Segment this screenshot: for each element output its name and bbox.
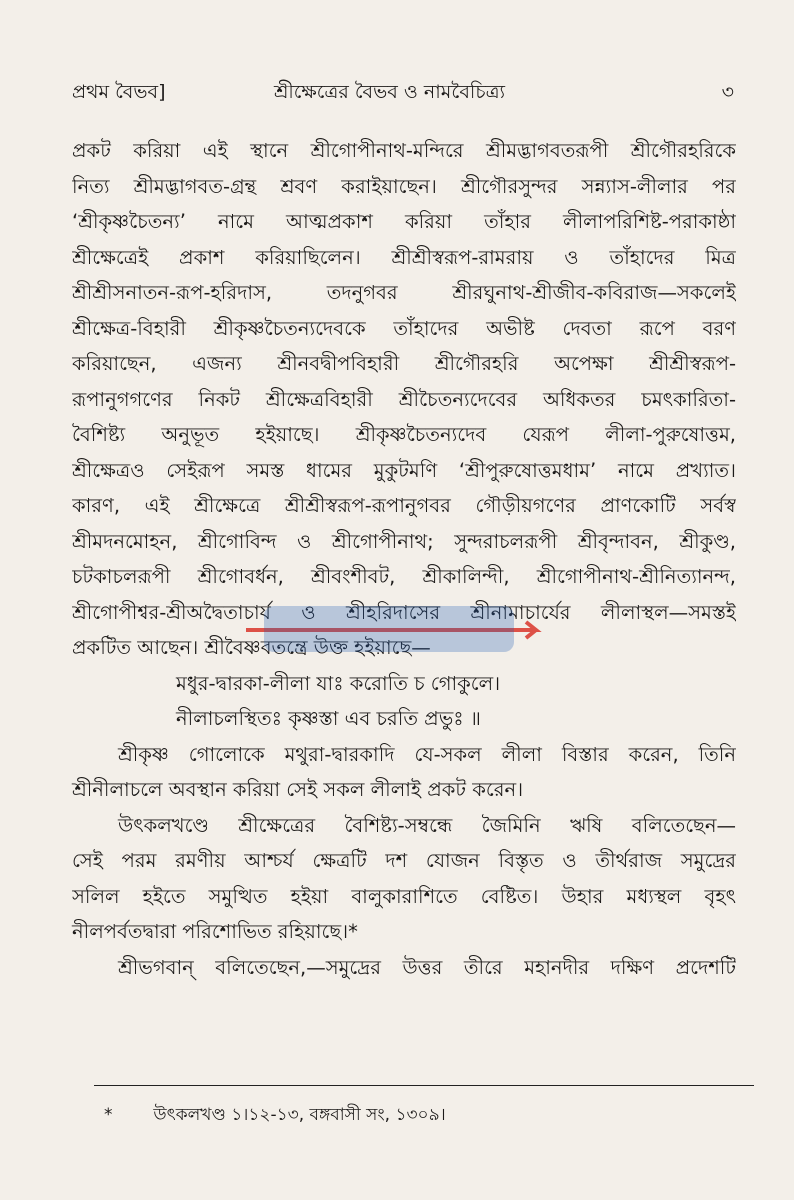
body-line: রূপানুগগণের নিকট শ্রীক্ষেত্রবিহারী শ্রীচৈতন্যদেবের অধিকতর চমৎকারিতা- (72, 387, 736, 411)
header-chapter: প্রথম বৈভব] (72, 81, 166, 103)
body-line: শ্রীক্ষেত্রও সেইরূপ সমস্ত ধামের মুকুটমণি ‘শ্রীপুরুষোত্তমধাম’ নামে প্রখ্যাত। (72, 458, 736, 482)
body-text (72, 133, 736, 985)
footnote-mark: * (104, 1105, 113, 1125)
body-line: চটকাচলরূপী শ্রীগোবর্ধন, শ্রীবংশীবট, শ্রীকালিন্দী, শ্রীগোপীনাথ-শ্রীনিত্যানন্দ, (72, 565, 736, 588)
footnote (104, 1102, 446, 1130)
body-line: করিয়াছেন, এজন্য শ্রীনবদ্বীপবিহারী শ্রীগৌরহরি অপেক্ষা শ্রীশ্রীস্বরূপ- (72, 352, 736, 375)
header-title: শ্রীক্ষেত্রের বৈভব ও নামবৈচিত্র্য (274, 81, 506, 103)
footnote-rule (94, 1085, 754, 1086)
body-line: শ্রীক্ষেত্র-বিহারী শ্রীকৃষ্ণচৈতন্যদেবকে তাঁহাদের অভীষ্ট দেবতা রূপে বরণ (72, 316, 736, 340)
watermark-logo (236, 596, 556, 666)
body-line: বৈশিষ্ট্য অনুভূত হইয়াছে। শ্রীকৃষ্ণচৈতন্যদেব যেরূপ লীলা-পুরুষোত্তম, (72, 423, 736, 446)
body-line: ‘শ্রীকৃষ্ণচৈতন্য’ নামে আত্মপ্রকাশ করিয়া তাঁহার লীলাপরিশিষ্ট-পরাকাষ্ঠা (72, 210, 736, 233)
body-line: শ্রীভগবান্ বলিতেছেন,—সমুদ্রের উত্তর তীরে মহানদীর দক্ষিণ প্রদেশটি (118, 955, 736, 979)
body-line: সলিল হইতে সমুত্থিত হইয়া বালুকারাশিতে বেষ্টিত। উহার মধ্যস্থল বৃহৎ (72, 884, 736, 908)
body-line: শ্রীকৃষ্ণ গোলোকে মথুরা-দ্বারকাদি যে-সকল লীলা বিস্তার করেন, তিনি (118, 742, 736, 766)
body-line: নীলপর্বতদ্বারা পরিশোভিত রহিয়াছে।* (72, 920, 358, 943)
body-line: শ্রীনীলাচলে অবস্থান করিয়া সেই সকল লীলাই প্রকট করেন। (72, 778, 524, 801)
body-line: উৎকলখণ্ডে শ্রীক্ষেত্রের বৈশিষ্ট্য-সম্বন্ধে জৈমিনি ঋষি বলিতেছেন— (118, 813, 736, 837)
watermark-block (264, 606, 514, 652)
body-line: শ্রীক্ষেত্রেই প্রকাশ করিয়াছিলেন। শ্রীশ্রীস্বরূপ-রামরায় ও তাঁহাদের মিত্র (72, 245, 736, 269)
body-line: প্রকট করিয়া এই স্থানে শ্রীগোপীনাথ-মন্দিরে শ্রীমদ্ভাগবতরূপী শ্রীগৌরহরিকে (72, 139, 736, 162)
verse-line: মধুর-দ্বারকা-লীলা যাঃ করোতি চ গোকুলে। (176, 671, 501, 695)
running-header (72, 78, 734, 108)
page-number: ৩ (721, 81, 734, 103)
body-line: সেই পরম রমণীয় আশ্চর্য ক্ষেত্রটি দশ যোজন বিস্তৃত ও তীর্থরাজ সমুদ্রের (72, 849, 736, 872)
body-line: নিত্য শ্রীমদ্ভাগবত-গ্রন্থ শ্রবণ করাইয়াছেন। শ্রীগৌরসুন্দর সন্ন্যাস-লীলার পর (72, 174, 736, 198)
verse-line: নীলাচলস্থিতঃ কৃষ্ণস্তা এব চরতি প্রভুঃ ॥ (176, 707, 481, 730)
body-line: শ্রীশ্রীসনাতন-রূপ-হরিদাস, তদনুগবর শ্রীরঘুনাথ-শ্রীজীব-কবিরাজ—সকলেই (72, 281, 736, 304)
body-line: প্রকটিত আছেন। শ্রীবৈষ্ণবতন্ত্রে উক্ত হইয়াছে— (72, 636, 431, 659)
footnote-text: উৎকলখণ্ড ১।১২-১৩, বঙ্গবাসী সং, ১৩০৯। (153, 1105, 446, 1125)
body-line: শ্রীমদনমোহন, শ্রীগোবিন্দ ও শ্রীগোপীনাথ; সুন্দরাচলরূপী শ্রীবৃন্দাবন, শ্রীকুণ্ড, (72, 529, 736, 553)
body-line: কারণ, এই শ্রীক্ষেত্রে শ্রীশ্রীস্বরূপ-রূপানুগবর গৌড়ীয়গণের প্রাণকোটি সর্বস্ব (72, 494, 736, 517)
body-line: শ্রীগোপীশ্বর-শ্রীঅদ্বৈতাচার্য ও শ্রীহরিদাসের শ্রীনামাচার্যের লীলাস্থল—সমস্তই (72, 600, 736, 624)
